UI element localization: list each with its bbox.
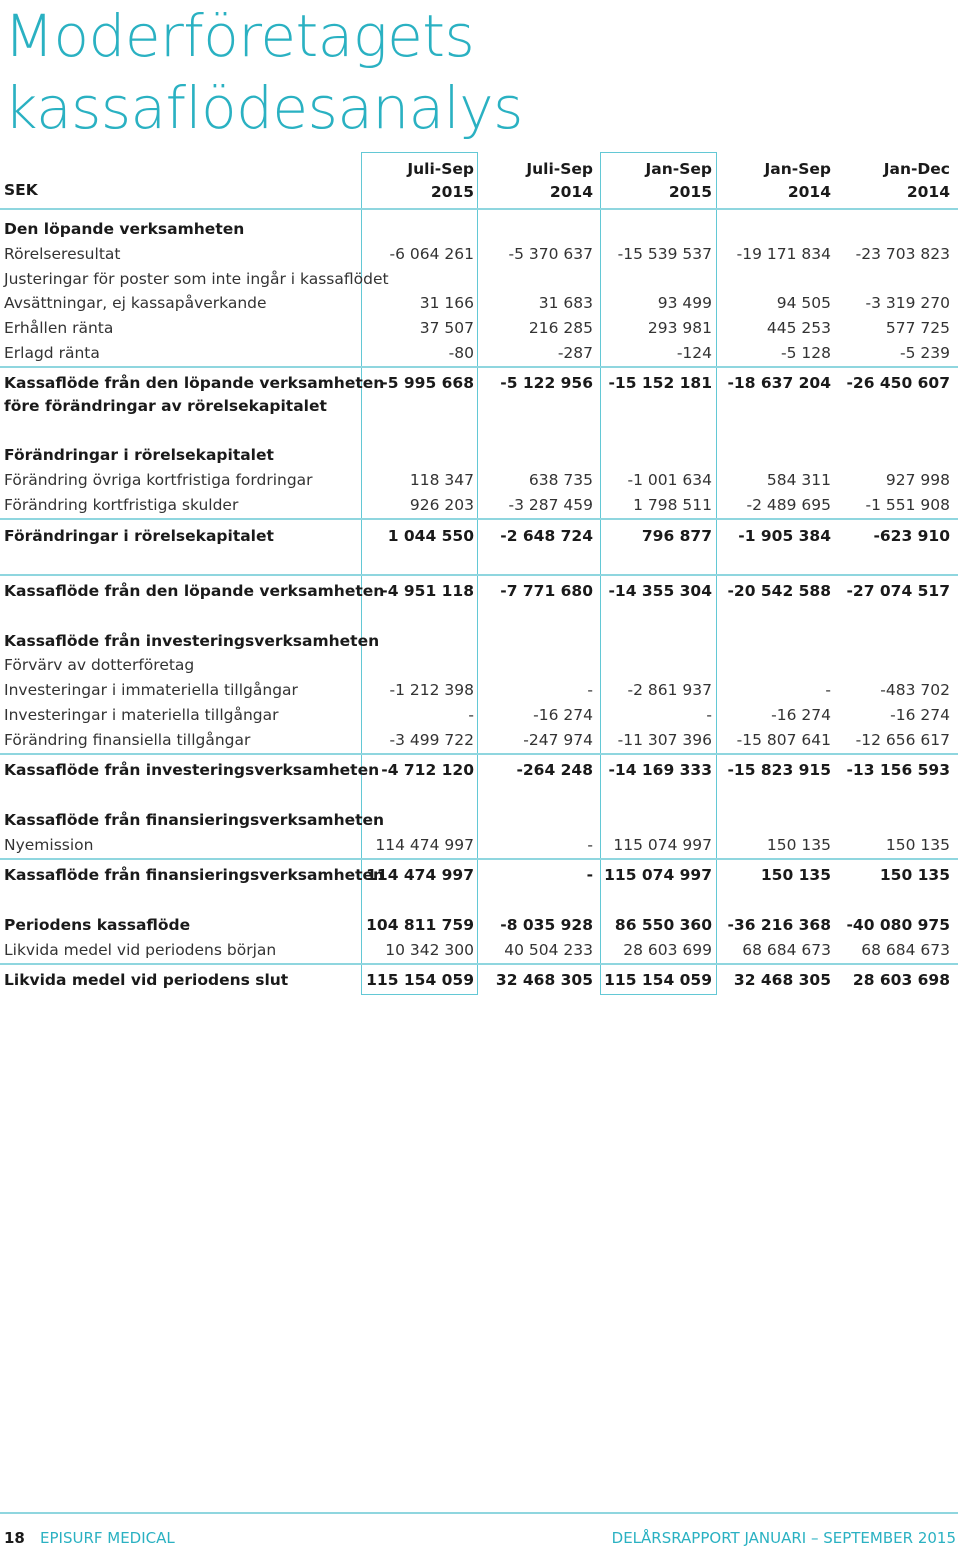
cell-value: -5 122 956 <box>500 374 593 392</box>
cell-value: -4 712 120 <box>381 761 474 779</box>
cell-value: -7 771 680 <box>500 582 593 600</box>
cell-value: -36 216 368 <box>727 916 831 934</box>
column-header-year: 2014 <box>787 183 831 201</box>
row-label: Förvärv av dotterföretag <box>4 656 195 674</box>
cell-value: -247 974 <box>523 731 593 749</box>
cell-value: 68 684 673 <box>742 941 831 959</box>
row-label: Likvida medel vid periodens slut <box>4 971 289 989</box>
row-label: Periodens kassaflöde <box>4 916 191 934</box>
cell-value: -18 637 204 <box>727 374 831 392</box>
cell-value: -5 128 <box>781 344 831 362</box>
table-row <box>0 468 960 492</box>
subtotal-row <box>0 863 960 887</box>
row-label: Förändring finansiella tillgångar <box>4 731 251 749</box>
cell-value: 926 203 <box>409 496 474 514</box>
row-rule <box>0 858 958 860</box>
row-label: Förändring övriga kortfristiga fordringar <box>4 471 313 489</box>
cell-value: 216 285 <box>528 319 593 337</box>
row-label: Förändringar i rörelsekapitalet <box>4 446 274 464</box>
cell-value: -11 307 396 <box>617 731 712 749</box>
total-row <box>0 579 960 603</box>
cell-value: 577 725 <box>885 319 950 337</box>
footer-rule <box>0 1512 958 1514</box>
cell-value: -287 <box>557 344 593 362</box>
page-title-line1: Moderföretagets <box>4 2 475 70</box>
row-label: Investeringar i immateriella tillgångar <box>4 681 298 699</box>
cell-value: -1 001 634 <box>627 471 712 489</box>
table-row <box>0 678 960 702</box>
cell-value: 927 998 <box>885 471 950 489</box>
cell-value: -2 489 695 <box>746 496 831 514</box>
column-header-3 <box>596 158 712 204</box>
column-header-period: Juli-Sep <box>526 160 593 178</box>
cell-value: -80 <box>448 344 474 362</box>
column-header-year: 2014 <box>906 183 950 201</box>
cell-value: 293 981 <box>647 319 712 337</box>
currency-label: SEK <box>4 181 38 199</box>
cell-value: -3 319 270 <box>865 294 950 312</box>
cell-value: 150 135 <box>879 866 950 884</box>
row-label: Kassaflöde från investeringsverksamheten <box>4 761 380 779</box>
cell-value: -2 861 937 <box>627 681 712 699</box>
column-header-period: Jan-Dec <box>883 160 950 178</box>
table-row <box>0 938 960 962</box>
cell-value: -19 171 834 <box>736 245 831 263</box>
row-rule <box>0 366 958 368</box>
cell-value: 104 811 759 <box>366 916 474 934</box>
cell-value: 445 253 <box>766 319 831 337</box>
cell-value: -124 <box>676 344 712 362</box>
column-header-period: Jan-Sep <box>764 160 831 178</box>
table-row <box>0 728 960 752</box>
cell-value: -27 074 517 <box>846 582 950 600</box>
row-label: Den löpande verksamheten <box>4 220 245 238</box>
cell-value: -15 823 915 <box>727 761 831 779</box>
cell-value: 28 603 698 <box>852 971 950 989</box>
cell-value: -16 274 <box>771 706 831 724</box>
cell-value: 68 684 673 <box>861 941 950 959</box>
column-header-year: 2015 <box>430 183 474 201</box>
header-rule <box>0 208 958 210</box>
cell-value: -1 212 398 <box>389 681 474 699</box>
total-row <box>0 968 960 992</box>
cell-value: -5 995 668 <box>381 374 474 392</box>
cell-value: 115 074 997 <box>613 836 712 854</box>
cell-value: -14 169 333 <box>608 761 712 779</box>
cell-value: - <box>825 681 831 699</box>
page-number: 18 <box>4 1529 25 1547</box>
cell-value: 150 135 <box>766 836 831 854</box>
cell-value: -5 370 637 <box>508 245 593 263</box>
cell-value: - <box>468 706 474 724</box>
row-rule <box>0 963 958 965</box>
cell-value: 115 074 997 <box>604 866 712 884</box>
table-row <box>0 242 960 266</box>
row-label: Rörelseresultat <box>4 245 121 263</box>
table-row <box>0 703 960 727</box>
column-header-year: 2014 <box>549 183 593 201</box>
row-label: Förändring kortfristiga skulder <box>4 496 239 514</box>
cell-value: 32 468 305 <box>733 971 831 989</box>
cell-value: -1 905 384 <box>738 527 831 545</box>
cell-value: 1 044 550 <box>387 527 474 545</box>
section-heading <box>0 808 960 832</box>
cell-value: 31 683 <box>538 294 593 312</box>
cell-value: -23 703 823 <box>855 245 950 263</box>
cell-value: 796 877 <box>641 527 712 545</box>
row-label: Kassaflöde från finansieringsverksamheten <box>4 866 385 884</box>
row-label: Justeringar för poster som inte ingår i kassaflödet <box>4 270 389 288</box>
section-heading <box>0 443 960 467</box>
cell-value: 118 347 <box>409 471 474 489</box>
page-title <box>4 0 523 144</box>
cell-value: 31 166 <box>419 294 474 312</box>
cell-value: -14 355 304 <box>608 582 712 600</box>
row-rule <box>0 574 958 576</box>
table-row <box>0 653 960 677</box>
cell-value: 10 342 300 <box>385 941 474 959</box>
cell-value: -483 702 <box>880 681 950 699</box>
column-header-year: 2015 <box>668 183 712 201</box>
cell-value: -5 239 <box>900 344 950 362</box>
cell-value: 150 135 <box>885 836 950 854</box>
cell-value: -15 152 181 <box>608 374 712 392</box>
row-label: Kassaflöde från den löpande verksamheten <box>4 582 385 600</box>
cell-value: -16 274 <box>890 706 950 724</box>
row-label: Kassaflöde från investeringsverksamheten <box>4 632 380 650</box>
cell-value: -3 287 459 <box>508 496 593 514</box>
table-row <box>0 833 960 857</box>
cell-value: 1 798 511 <box>633 496 712 514</box>
table-row <box>0 341 960 365</box>
column-header-4 <box>715 158 831 204</box>
cell-value: -13 156 593 <box>846 761 950 779</box>
row-label: Erhållen ränta <box>4 319 114 337</box>
cell-value: -20 542 588 <box>727 582 831 600</box>
cell-value: 94 505 <box>776 294 831 312</box>
cell-value: -40 080 975 <box>846 916 950 934</box>
column-header-1 <box>358 158 474 204</box>
cell-value: 40 504 233 <box>504 941 593 959</box>
cell-value: -6 064 261 <box>389 245 474 263</box>
cell-value: -3 499 722 <box>389 731 474 749</box>
cell-value: 115 154 059 <box>604 971 712 989</box>
cell-value: -12 656 617 <box>855 731 950 749</box>
column-header-5 <box>834 158 950 204</box>
cell-value: 32 468 305 <box>495 971 593 989</box>
cell-value: - <box>586 866 593 884</box>
subtotal-row <box>0 524 960 548</box>
cell-value: - <box>587 836 593 854</box>
cell-value: 114 474 997 <box>375 836 474 854</box>
table-row <box>0 316 960 340</box>
cell-value: -26 450 607 <box>846 374 950 392</box>
row-rule <box>0 518 958 520</box>
table-row <box>0 493 960 517</box>
cell-value: -4 951 118 <box>381 582 474 600</box>
cell-value: 93 499 <box>657 294 712 312</box>
section-heading <box>0 217 960 241</box>
cell-value: -8 035 928 <box>500 916 593 934</box>
cell-value: 28 603 699 <box>623 941 712 959</box>
company-name: EPISURF MEDICAL <box>40 1529 175 1547</box>
cell-value: - <box>587 681 593 699</box>
subtotal-row <box>0 758 960 782</box>
row-label-continued: före förändringar av rörelsekapitalet <box>4 397 327 415</box>
row-label: Förändringar i rörelsekapitalet <box>4 527 274 545</box>
cell-value: 115 154 059 <box>366 971 474 989</box>
report-title: DELÅRSRAPPORT JANUARI – SEPTEMBER 2015 <box>611 1529 956 1547</box>
row-label: Nyemission <box>4 836 94 854</box>
column-header-period: Juli-Sep <box>407 160 474 178</box>
row-label: Erlagd ränta <box>4 344 100 362</box>
section-heading <box>0 629 960 653</box>
cell-value: 86 550 360 <box>614 916 712 934</box>
row-label: Investeringar i materiella tillgångar <box>4 706 279 724</box>
cell-value: 114 474 997 <box>366 866 474 884</box>
page-title-line2: kassaflödesanalys <box>4 74 523 142</box>
cell-value: -623 910 <box>873 527 950 545</box>
row-label: Likvida medel vid periodens början <box>4 941 277 959</box>
cell-value: -15 539 537 <box>617 245 712 263</box>
cell-value: 150 135 <box>760 866 831 884</box>
table-row <box>0 291 960 315</box>
cell-value: 638 735 <box>528 471 593 489</box>
row-label: Avsättningar, ej kassapåverkande <box>4 294 267 312</box>
subtotal-row <box>0 371 960 419</box>
cell-value: 584 311 <box>766 471 831 489</box>
cell-value: -2 648 724 <box>500 527 593 545</box>
cell-value: 37 507 <box>419 319 474 337</box>
column-header-period: Jan-Sep <box>645 160 712 178</box>
column-header-2 <box>477 158 593 204</box>
table-row <box>0 267 960 291</box>
cell-value: -16 274 <box>533 706 593 724</box>
cell-value: -264 248 <box>516 761 593 779</box>
row-label: Kassaflöde från den löpande verksamheten <box>4 374 385 392</box>
cell-value: -1 551 908 <box>865 496 950 514</box>
cell-value: - <box>706 706 712 724</box>
total-row <box>0 913 960 937</box>
row-label: Kassaflöde från finansieringsverksamheten <box>4 811 385 829</box>
cell-value: -15 807 641 <box>736 731 831 749</box>
row-rule <box>0 753 958 755</box>
